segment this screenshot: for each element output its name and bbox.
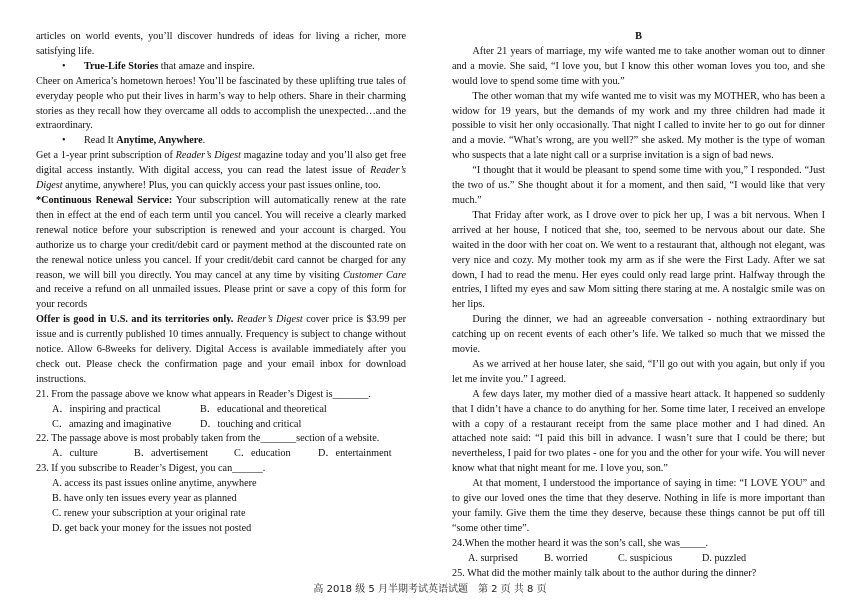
- offer-paragraph: Offer is good in U.S. and its territories only. Reader’s Digest cover price is $3.99 per issue and is currently published 10 times annually. Frequency is subject to change without notice. Allow 6-8weeks for delivery. Digital Access is available immediately after you check out. Please check the confirmation page and your email inbox for download instructions.: [36, 314, 406, 385]
- story-paragraph-5: During the dinner, we had an agreeable conversation - nothing extraordinary but catching up on recent events of each other’s life. We talked so much that we missed the movie.: [452, 314, 825, 356]
- section-heading: B: [635, 31, 642, 42]
- question-24: 24.When the mother heard it was the son’s call, she was_____.: [452, 537, 709, 549]
- story-paragraph-6: As we arrived at her house later, she said, “I’ll go out with you again, but only if you let me invite you.” I agreed.: [452, 358, 825, 385]
- renewal-paragraph: *Continuous Renewal Service: Your subscription will automatically renew at the rate then in effect at the end of each term until you cancel. You will receive a clearly marked renewal notice before your subscription is renewed and your account is charged. You authorize us to charge your credit/debit card or payment method at the discounted rate on the renewal notice unless you cancel. If your credit/debit card cannot be charged for any reason, we will bill you directly. You may cancel at any time by visiting Customer Care and receive a refund on all unmailed issues. Please print or save a copy of this form for your records: [36, 194, 407, 311]
- story-paragraph-2: The other woman that my wife wanted me to visit was my MOTHER, who has been a widow for 19 years, but the demands of my work and my three children had made it possible to visit her only occasionally. That night I called to invite her to go out for dinner and a movie. “What’s wrong, are you well?” she asked. My mother is the type of woman who suspects that a late night call or a surprise invitation is a sign of bad news.: [452, 90, 825, 162]
- q21-options-row1: A．inspiring and practical B．educational and theoretical: [52, 403, 327, 415]
- question-23: 23. If you subscribe to Reader’s Digest, you can______.: [36, 463, 266, 475]
- subscription-paragraph: Get a 1-year print subscription of Reader’s Digest magazine today and you’ll also get free digital access instantly. With digital access, you can read the latest issue of Reader’s Digest anytime, anywhere! Plus, you can quickly access your past issues online, too.: [36, 150, 406, 192]
- intro-paragraph: articles on world events, you’ll discover hundreds of ideas for living a richer, more satisfying life.: [36, 31, 406, 57]
- q23-option-c: C. renew your subscription at your original rate: [52, 508, 246, 519]
- q23-option-b: B. have only ten issues every year as planned: [52, 493, 237, 505]
- bullet-icon: •: [62, 135, 66, 147]
- question-22: 22. The passage above is most probably taken from the_______section of a website.: [36, 433, 380, 445]
- story-paragraph-1: After 21 years of marriage, my wife wanted me to take another woman out to dinner and a movie. She said, “I love you, but I know this other woman loves you too, and she would love to spend some time with you.”: [452, 45, 825, 87]
- story-paragraph-4: That Friday after work, as I drove over to pick her up, I was a bit nervous. When I arrived at her house, I noticed that she, too, seemed to be nervous about our date. She waited in the door with her coat on. We went to a restaurant that, although not elegant, was very nice and cozy. My mother took my arm as if she were the First Lady. After we sat down, I had to read the menu. Her eyes could only read large print. Halfway through the entries, I lifted my eyes and saw Mom sitting there staring at me. A nostalgic smile was on her lips.: [452, 209, 825, 311]
- q23-option-d: D. get back your money for the issues not posted: [52, 522, 252, 534]
- q22-options: A．culture B．advertisement C．education D．entertainment: [52, 448, 392, 460]
- q23-option-a: A. access its past issues online anytime, anywhere: [52, 478, 257, 490]
- q24-options: A. surprised B. worried C. suspicious D. puzzled: [468, 552, 747, 564]
- story-paragraph-3: “I thought that it would be pleasant to spend some time with you,” I responded. “Just the two of us.” She thought about it for a moment, and then said, “I would like that very much.”: [452, 165, 825, 206]
- page-footer: 高 2018 级 5 月半期考试英语试题 第 2 页 共 8 页: [313, 584, 547, 595]
- bullet-icon: •: [62, 60, 66, 72]
- story-paragraph-8: At that moment, I understood the importance of saying in time: “I LOVE YOU” and to give our loved ones the time that they deserve. Nothing in life is more important than your family. Give them the time they deserve, because these things cannot be put off till “some other time”.: [452, 478, 825, 534]
- bullet-true-life: • True-Life Stories that amaze and inspire.: [36, 60, 406, 75]
- bullet-anytime: • Read It Anytime, Anywhere.: [36, 134, 406, 149]
- question-21: 21. From the passage above we know what appears in Reader’s Digest is_______.: [36, 388, 371, 400]
- left-column: [36, 30, 406, 537]
- heroes-paragraph: Cheer on America’s hometown heroes! You’ll be fascinated by these uplifting true tales of everyday people who put their lives in harm’s way to help others. Share in their charming stories as they recall how they overcame all odds to accomplish the unexpected…and the extraordinary.: [36, 75, 406, 132]
- q21-options-row2: C．amazing and imaginative D．touching and critical: [52, 418, 302, 430]
- story-paragraph-7: A few days later, my mother died of a massive heart attack. It happened so suddenly that I didn’t have a chance to do anything for her. Some time later, I received an envelope with a copy of a restaurant receipt from the same place mother and I had dined. An attached note said: “I paid this bill in advance. I wasn’t sure that I could be there; but nevertheless, I paid for two plates - one for you and the other for your wife. You will never know what that night meant for me. I love you, son.”: [452, 388, 825, 475]
- question-25: 25. What did the mother mainly talk about to the author during the dinner?: [452, 567, 757, 579]
- right-column: [452, 30, 825, 582]
